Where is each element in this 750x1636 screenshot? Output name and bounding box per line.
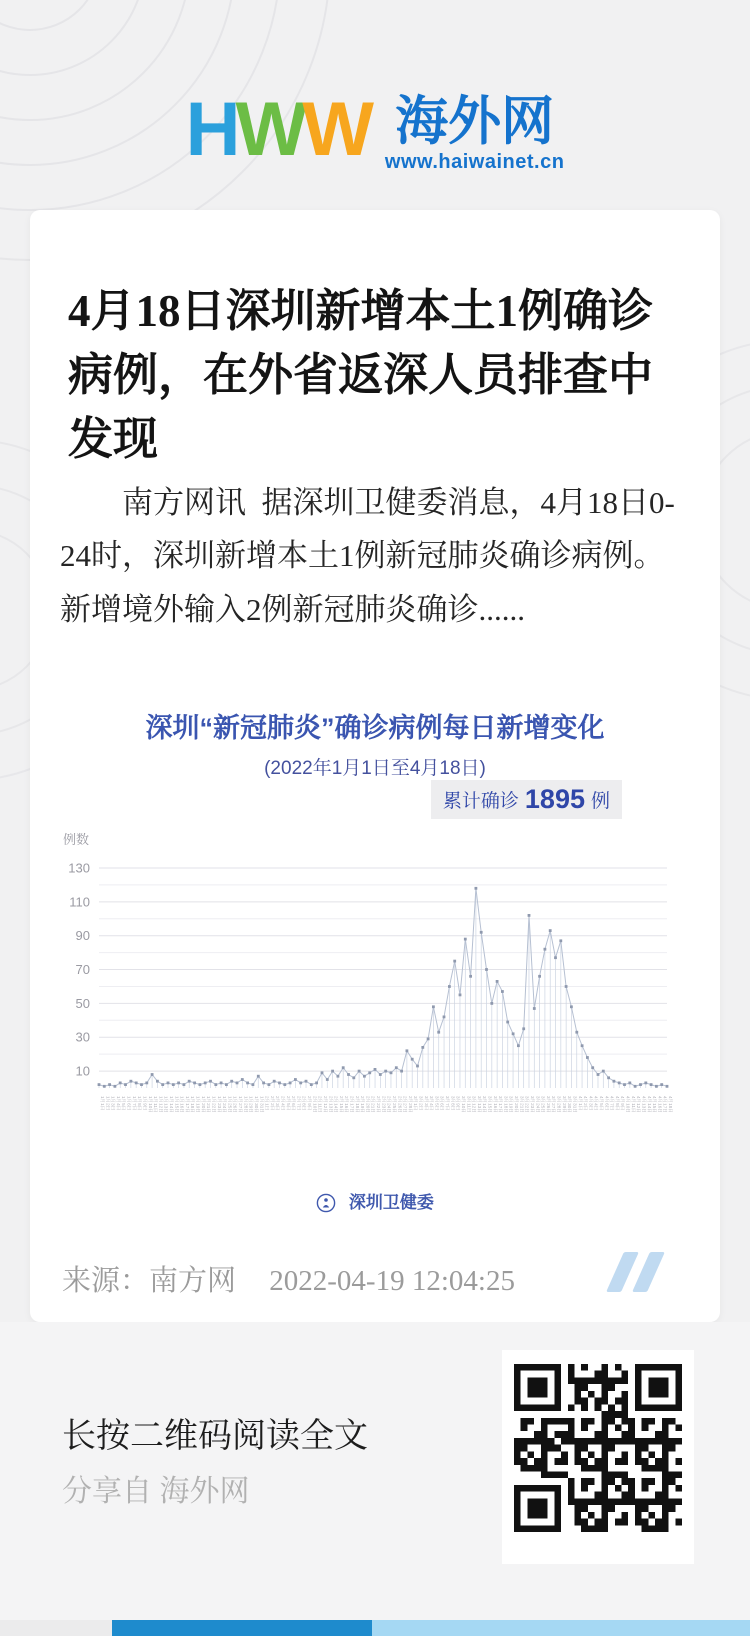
svg-text:3月13日: 3月13日 [476,1096,482,1113]
svg-text:3月4日: 3月4日 [429,1096,435,1111]
quote-slashes-icon [604,1252,656,1292]
svg-text:2月8日: 2月8日 [301,1096,307,1111]
svg-text:1月6日: 1月6日 [126,1096,132,1111]
svg-text:2月4日: 2月4日 [280,1096,286,1111]
svg-text:2月11日: 2月11日 [317,1096,323,1113]
svg-text:1月17日: 1月17日 [184,1096,190,1113]
svg-text:4月10日: 4月10日 [625,1096,631,1113]
svg-text:1月10日: 1月10日 [147,1096,153,1113]
svg-text:3月9日: 3月9日 [455,1096,461,1111]
svg-text:3月18日: 3月18日 [503,1096,509,1113]
svg-text:3月15日: 3月15日 [487,1096,493,1113]
svg-text:1月24日: 1月24日 [222,1096,228,1113]
svg-text:1月20日: 1月20日 [200,1096,206,1113]
svg-text:1月2日: 1月2日 [105,1096,111,1111]
svg-text:3月31日: 3月31日 [572,1096,578,1113]
svg-text:3月7日: 3月7日 [445,1096,451,1111]
svg-text:2月6日: 2月6日 [291,1096,297,1111]
svg-text:3月22日: 3月22日 [524,1096,530,1113]
article-body: 南方网讯 据深圳卫健委消息，4月18日0-24时，深圳新增本土1例新冠肺炎确诊病例。 新增境外输入2例新冠肺炎确诊...... [60,485,742,627]
chart-subtitle: (2022年1月1日至4月18日) [264,758,486,779]
svg-text:2月17日: 2月17日 [349,1096,355,1113]
logo-letter-h: H [185,87,236,172]
svg-text:4月5日: 4月5日 [598,1096,604,1111]
svg-text:2月15日: 2月15日 [338,1096,344,1113]
svg-text:50: 50 [75,995,90,1011]
svg-text:4月9日: 4月9日 [620,1096,626,1111]
chart-title: 深圳“新冠肺炎”确诊病例每日新增变化 [145,713,605,743]
svg-text:1月23日: 1月23日 [216,1096,222,1113]
svg-text:3月5日: 3月5日 [434,1096,440,1111]
svg-text:1月15日: 1月15日 [174,1096,180,1113]
svg-text:1月12日: 1月12日 [158,1096,164,1113]
svg-text:2月9日: 2月9日 [307,1096,313,1111]
svg-text:3月1日: 3月1日 [413,1096,419,1111]
svg-text:2月18日: 2月18日 [354,1096,360,1113]
svg-text:130: 130 [68,860,90,876]
svg-text:4月3日: 4月3日 [588,1096,594,1111]
svg-text:4月4日: 4月4日 [593,1096,599,1111]
svg-text:3月23日: 3月23日 [529,1096,535,1113]
svg-text:1月19日: 1月19日 [195,1096,201,1113]
share-footer [0,1322,750,1620]
svg-text:4月8日: 4月8日 [614,1096,620,1111]
svg-text:4月12日: 4月12日 [636,1096,642,1113]
svg-text:1月13日: 1月13日 [163,1096,169,1113]
daily-cases-chart [55,808,695,1160]
svg-text:2月25日: 2月25日 [391,1096,397,1113]
svg-text:2月2日: 2月2日 [269,1096,275,1111]
publish-time: 2022-04-19 12:04:25 [269,1265,515,1297]
svg-text:2月21日: 2月21日 [370,1096,376,1113]
svg-text:3月24日: 3月24日 [535,1096,541,1113]
svg-text:3月12日: 3月12日 [471,1096,477,1113]
svg-text:4月17日: 4月17日 [662,1096,668,1113]
svg-text:3月11日: 3月11日 [466,1096,472,1113]
share-from-text: 分享自 海外网 [62,1475,250,1508]
badge-label: 累计确诊 [442,791,519,812]
svg-text:110: 110 [69,894,90,910]
svg-text:2月27日: 2月27日 [402,1096,408,1113]
svg-text:1月25日: 1月25日 [227,1096,233,1113]
svg-text:3月25日: 3月25日 [540,1096,546,1113]
site-header [0,87,750,174]
svg-text:30: 30 [75,1029,90,1045]
svg-text:2月16日: 2月16日 [344,1096,350,1113]
svg-text:4月18日: 4月18日 [668,1096,673,1113]
logo-letter-w2: W [302,87,369,172]
source-label: 来源：南方网 [62,1265,237,1297]
svg-text:1月28日: 1月28日 [243,1096,249,1113]
svg-text:2月3日: 2月3日 [275,1096,281,1111]
svg-text:2月24日: 2月24日 [386,1096,392,1113]
svg-text:2月7日: 2月7日 [296,1096,302,1111]
article-title: 4月18日深圳新增本土1例确诊病例，在外省返深人员排查中发现 [68,286,654,464]
svg-text:例数: 例数 [63,832,90,847]
svg-text:10: 10 [75,1063,90,1079]
bottom-stripe [0,1620,750,1636]
svg-text:3月27日: 3月27日 [551,1096,557,1113]
svg-text:3月8日: 3月8日 [450,1096,456,1111]
svg-text:3月2日: 3月2日 [418,1096,424,1111]
svg-text:90: 90 [75,928,90,944]
qr-panel[interactable] [502,1350,694,1564]
qr-cta-text: 长按二维码阅读全文 [62,1418,368,1455]
svg-text:4月16日: 4月16日 [657,1096,663,1113]
svg-text:4月11日: 4月11日 [630,1096,636,1113]
svg-text:1月1日: 1月1日 [100,1096,105,1111]
svg-text:3月29日: 3月29日 [561,1096,567,1113]
svg-text:3月17日: 3月17日 [498,1096,504,1113]
chart-section [30,706,720,1236]
site-name: 海外网 [395,92,555,151]
svg-text:1月18日: 1月18日 [190,1096,196,1113]
svg-text:1月14日: 1月14日 [169,1096,175,1113]
qr-code[interactable] [514,1364,682,1532]
svg-text:4月2日: 4月2日 [583,1096,589,1111]
svg-text:2月5日: 2月5日 [285,1096,291,1111]
svg-text:1月27日: 1月27日 [238,1096,244,1113]
watermark-label: 深圳卫健委 [348,1193,434,1212]
svg-text:4月1日: 4月1日 [577,1096,583,1111]
badge-value: 1895 [524,784,585,814]
svg-text:2月22日: 2月22日 [376,1096,382,1113]
svg-text:2月14日: 2月14日 [333,1096,339,1113]
svg-text:4月13日: 4月13日 [641,1096,647,1113]
svg-text:70: 70 [75,962,90,978]
svg-text:3月6日: 3月6日 [439,1096,445,1111]
svg-text:1月26日: 1月26日 [232,1096,238,1113]
svg-text:1月7日: 1月7日 [131,1096,137,1111]
svg-text:1月29日: 1月29日 [248,1096,254,1113]
svg-text:2月12日: 2月12日 [322,1096,328,1113]
watermark [30,1188,720,1213]
source-line [62,1258,515,1299]
svg-text:1月4日: 1月4日 [115,1096,121,1111]
svg-text:1月5日: 1月5日 [121,1096,127,1111]
svg-text:3月21日: 3月21日 [519,1096,525,1113]
svg-text:1月16日: 1月16日 [179,1096,185,1113]
svg-text:3月26日: 3月26日 [545,1096,551,1113]
svg-text:2月19日: 2月19日 [360,1096,366,1113]
svg-text:1月3日: 1月3日 [110,1096,116,1111]
svg-text:4月7日: 4月7日 [609,1096,615,1111]
svg-text:3月30日: 3月30日 [567,1096,573,1113]
svg-text:1月8日: 1月8日 [137,1096,143,1111]
svg-text:4月6日: 4月6日 [604,1096,610,1111]
svg-text:2月28日: 2月28日 [407,1096,413,1113]
health-commission-emblem-icon [316,1193,336,1213]
svg-text:1月9日: 1月9日 [142,1096,148,1111]
logo-letter-w1: W [235,87,303,172]
badge-unit: 例 [590,791,610,812]
svg-text:2月23日: 2月23日 [381,1096,387,1113]
site-url[interactable]: www.haiwainet.cn [384,150,565,173]
svg-text:3月28日: 3月28日 [556,1096,562,1113]
svg-text:2月10日: 2月10日 [312,1096,318,1113]
svg-text:2月20日: 2月20日 [365,1096,371,1113]
svg-text:2月13日: 2月13日 [328,1096,334,1113]
svg-text:1月30日: 1月30日 [253,1096,259,1113]
svg-text:1月11日: 1月11日 [153,1096,159,1113]
svg-text:1月21日: 1月21日 [206,1096,212,1113]
svg-text:3月20日: 3月20日 [514,1096,520,1113]
svg-text:2月1日: 2月1日 [264,1096,270,1111]
svg-text:1月31日: 1月31日 [259,1096,265,1113]
svg-text:3月16日: 3月16日 [492,1096,498,1113]
svg-text:3月19日: 3月19日 [508,1096,514,1113]
logo-wordmark [385,94,565,174]
svg-text:3月3日: 3月3日 [423,1096,429,1111]
svg-text:4月15日: 4月15日 [652,1096,658,1113]
svg-text:1月22日: 1月22日 [211,1096,217,1113]
article-card [30,210,742,1322]
svg-text:2月26日: 2月26日 [397,1096,403,1113]
svg-text:4月14日: 4月14日 [646,1096,652,1113]
svg-text:3月10日: 3月10日 [460,1096,466,1113]
svg-text:3月14日: 3月14日 [482,1096,488,1113]
haiwainet-logo [185,87,369,172]
